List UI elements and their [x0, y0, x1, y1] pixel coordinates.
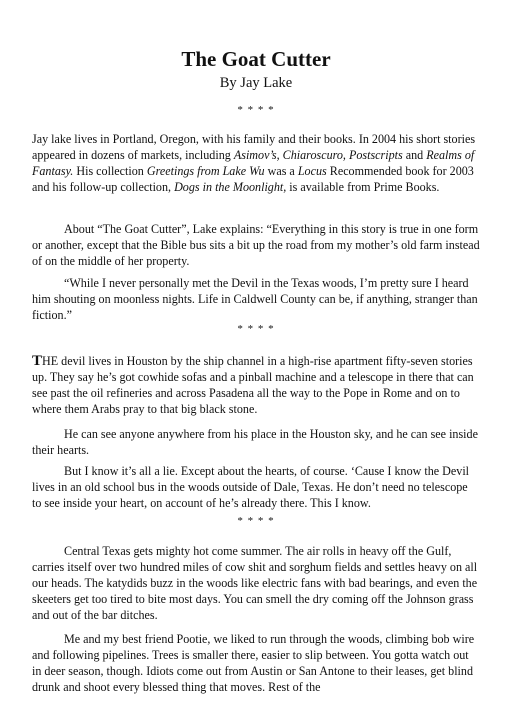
section-separator: * * * * [237, 323, 275, 335]
story-paragraph: Central Texas gets mighty hot come summer. The air rolls in heavy off the Gulf, carries itself over two hundred miles of cow shit and sorghum fields and settles heavy on all our heads. The katydids buzz in the woods like electric fans with bad bearings, and even the skeeters get too tired to bite most days. You can smell the dry coming off the Johnson grass and out of the bar ditches. [32, 544, 478, 622]
author-bio-paragraph: Jay lake lives in Portland, Oregon, with his family and their books. In 2004 his short stories appeared in dozens of markets, including Asimov’s, Chiaroscuro, Postscripts and Realms of Fantasy. His collection Greetings from Lake Wu was a Locus Recommended book for 2003 and his follow-up collection, Dogs in the Moonlight, is available from Prime Books. [32, 132, 476, 194]
section-separator: * * * * [237, 104, 275, 116]
story-byline: By Jay Lake [219, 75, 293, 91]
story-paragraph: Me and my best friend Pootie, we liked to run through the woods, climbing bob wire and following pipelines. Trees is smaller there, easier to slip between. You gotta watch out in deer season, though. Idiots come out from Austin or San Antone to their leases, get blind drunk and shoot every blessed thing that moves. Rest of the [32, 632, 475, 694]
drop-cap: T [32, 353, 43, 369]
author-note-paragraph: About “The Goat Cutter”, Lake explains: “Everything in this story is true in one form or another, except that the Bible bus sits a bit up the road from my mother’s old farm instead of on the middle of her property. [32, 222, 480, 268]
story-title: The Goat Cutter [181, 47, 331, 71]
section-separator: * * * * [237, 515, 275, 527]
story-paragraph: But I know it’s all a lie. Except about the hearts, of course. ‘Cause I know the Devil lives in an old school bus in the woods outside of Dale, Texas. He don’t need no telescope to see inside your heart, on account of he’s already there. This I know. [32, 464, 470, 510]
story-paragraph: THE devil lives in Houston by the ship channel in a high-rise apartment fifty-seven stories up. They say he’s got cowhide sofas and a pinball machine and a telescope in there that can see past the oil refineries and across Pasadena all the way to the Pope in Rome and on to where them Arabs pray to that big black stone. [32, 353, 474, 416]
story-paragraph: He can see anyone anywhere from his place in the Houston sky, and he can see inside their hearts. [32, 427, 478, 457]
author-note-paragraph-2: “While I never personally met the Devil in the Texas woods, I’m pretty sure I heard him shouting on moonless nights. Life in Caldwell County can be, if anything, stranger than fiction.” [32, 276, 478, 322]
